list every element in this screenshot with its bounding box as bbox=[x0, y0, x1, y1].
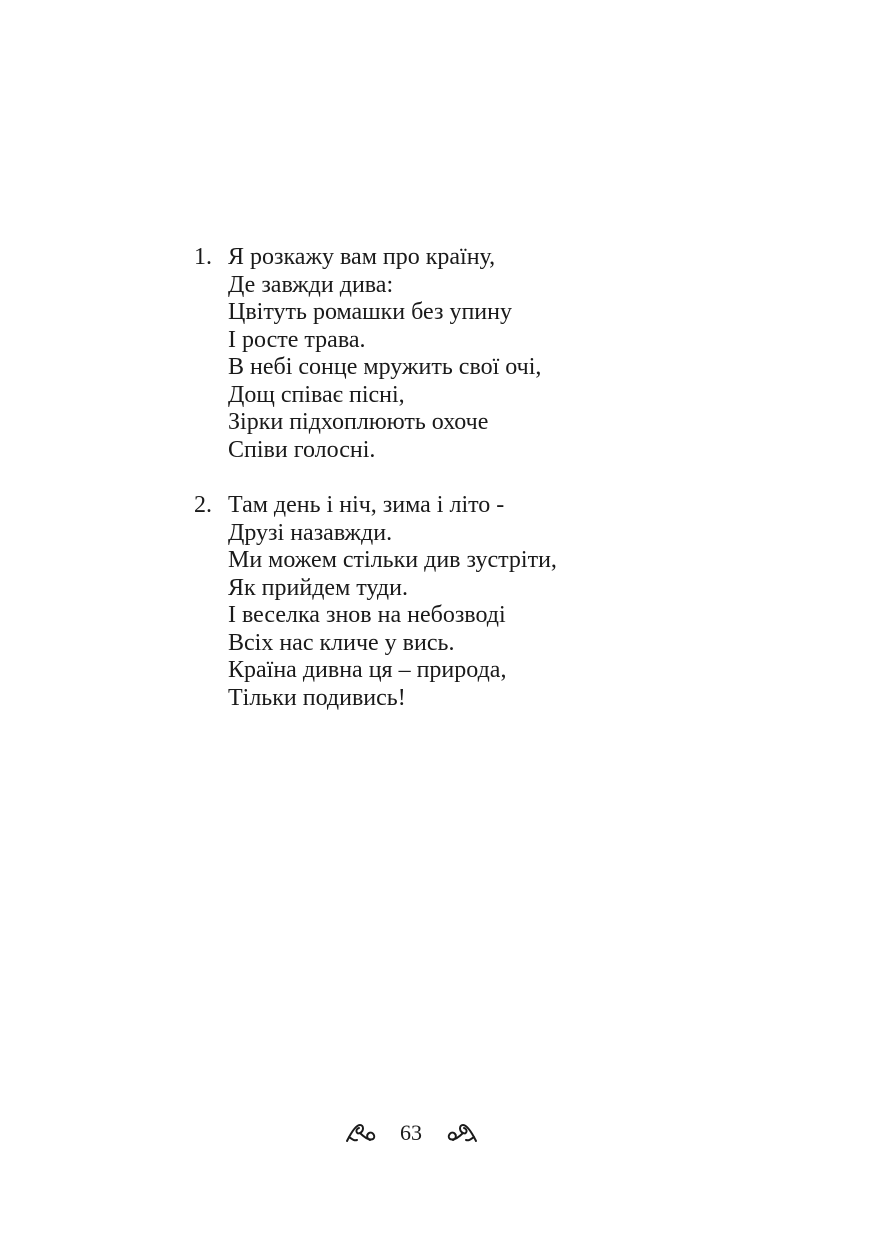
fleuron-right-icon bbox=[447, 1120, 479, 1146]
verse-line: І веселка знов на небозводі bbox=[228, 602, 506, 628]
verse-line: Ми можем стільки див зустріти, bbox=[228, 547, 557, 573]
stanza-row bbox=[194, 244, 714, 464]
verse-line: Співи голосні. bbox=[228, 436, 376, 463]
verse-line: Всіх нас кличе у вись. bbox=[228, 629, 455, 656]
stanza-2 bbox=[194, 492, 714, 712]
verse-line: Як прийдем туди. bbox=[228, 574, 408, 601]
stanza-1 bbox=[194, 244, 714, 464]
verse-line: Я розкажу вам про країну, bbox=[228, 244, 496, 270]
verse-line: Країна дивна ця – природа, bbox=[228, 657, 507, 683]
verse-line: Друзі назавжди. bbox=[228, 519, 393, 546]
verse-line: Дощ співає пісні, bbox=[228, 381, 405, 408]
page-footer bbox=[0, 1118, 875, 1152]
verse-line: Зірки підхоплюють охоче bbox=[228, 409, 489, 435]
verse-line: Тільки подивись! bbox=[228, 684, 406, 711]
stanza-number: 1. bbox=[194, 244, 212, 270]
fleuron-left-icon bbox=[344, 1120, 376, 1146]
verse-line: Там день і ніч, зима і літо - bbox=[228, 492, 505, 518]
verse-line: Цвітуть ромашки без упину bbox=[228, 299, 512, 325]
stanza-row bbox=[194, 492, 714, 712]
verse-line: Де завжди дива: bbox=[228, 271, 394, 298]
page-number: 63 bbox=[400, 1120, 422, 1145]
stanza-number: 2. bbox=[194, 492, 212, 518]
stanza-lines bbox=[228, 492, 714, 712]
stanza-lines bbox=[228, 244, 714, 464]
verse-line: В небі сонце мружить свої очі, bbox=[228, 354, 542, 380]
verse-line: І росте трава. bbox=[228, 326, 366, 353]
